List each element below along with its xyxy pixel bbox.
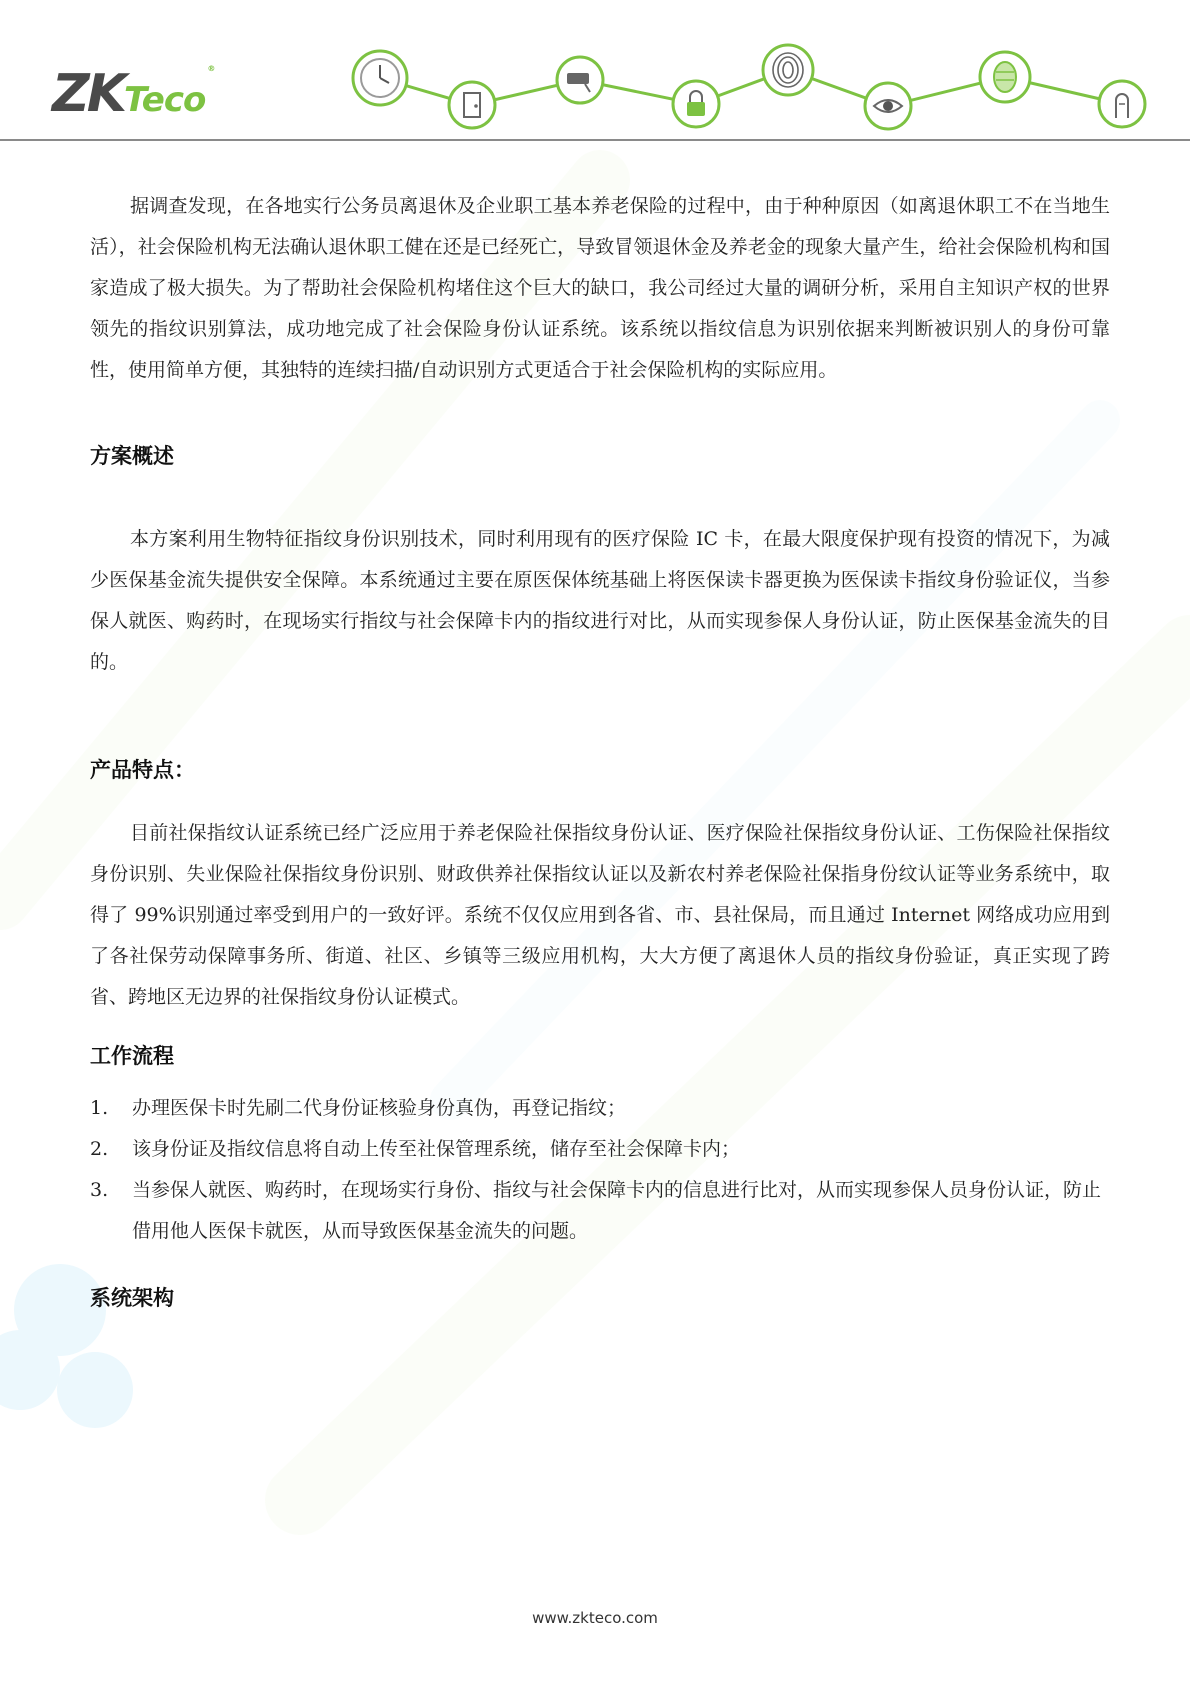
eye-icon <box>865 83 911 129</box>
fingerprint-icon <box>763 45 813 95</box>
header-divider <box>0 139 1190 141</box>
lock-icon <box>673 81 719 127</box>
overview-heading: 方案概述 <box>90 444 174 468</box>
step-number: 2. <box>90 1138 109 1160</box>
logo-zk-text: ZK <box>52 64 124 124</box>
architecture-heading: 系统架构 <box>90 1286 174 1310</box>
step-text: 该身份证及指纹信息将自动上传至社保管理系统，储存至社会保障卡内； <box>132 1138 741 1160</box>
footer-url: www.zkteco.com <box>532 1609 658 1627</box>
step-text: 办理医保卡时先刷二代身份证核验身份真伪，再登记指纹； <box>132 1097 627 1119</box>
step-number: 1. <box>90 1097 109 1119</box>
main-content <box>90 186 1110 1312</box>
list-item <box>90 1129 1110 1170</box>
features-heading: 产品特点： <box>90 758 195 782</box>
page-header <box>0 0 1190 142</box>
workflow-steps <box>90 1088 1110 1252</box>
finger-icon <box>1099 81 1145 127</box>
intro-paragraph: 据调查发现，在各地实行公务员离退休及企业职工基本养老保险的过程中，由于种种原因（如离退休职工不在当地生活），社会保险机构无法确认退休职工健在还是已经死亡，导致冒领退休金及养老金的现象大量产生，给社会保险机构和国家造成了极大损失。为了帮助社会保险机构堵住这个巨大的缺口，我公司经过大量的调研分析，采用自主知识产权的世界领先的指纹识别算法，成功地完成了社会保险身份认证系统。该系统以指纹信息为识别依据来判断被识别人的身份可靠性，使用简单方便，其独特的连续扫描/自动识别方式更适合于社会保险机构的实际应用。 <box>90 195 1110 381</box>
features-paragraph: 目前社保指纹认证系统已经广泛应用于养老保险社保指纹身份认证、医疗保险社保指纹身份认证、工伤保险社保指纹身份识别、失业保险社保指纹身份识别、财政供养社保指纹认证以及新农村养老保险社保指身份纹认证等业务系统中，取得了 99%识别通过率受到用户的一致好评。系统不仅仅应用到各省、市、县社保局，而且通过 Internet 网络成功应用到了各社保劳动保障事务所、街道、社区、乡镇等三级应用机构，大大方便了离退休人员的指纹身份验证，真正实现了跨省、跨地区无边界的社保指纹身份认证模式。 <box>90 822 1110 1008</box>
logo-eco-text: Teco <box>124 80 206 120</box>
list-item <box>90 1088 1110 1129</box>
step-text: 当参保人就医、购药时，在现场实行身份、指纹与社会保障卡内的信息进行比对，从而实现参保人员身份认证，防止借用他人医保卡就医，从而导致医保基金流失的问题。 <box>132 1179 1102 1242</box>
face-icon <box>980 52 1030 102</box>
logo-registered-mark: ® <box>207 64 216 73</box>
workflow-heading: 工作流程 <box>90 1044 174 1068</box>
header-icon-chain <box>0 0 1190 142</box>
door-icon <box>449 82 495 128</box>
clock-icon <box>353 51 407 105</box>
step-number: 3. <box>90 1179 109 1201</box>
camera-icon <box>557 57 603 103</box>
list-item <box>90 1170 1110 1252</box>
overview-paragraph: 本方案利用生物特征指纹身份识别技术，同时利用现有的医疗保险 IC 卡，在最大限度保护现有投资的情况下，为减少医保基金流失提供安全保障。本系统通过主要在原医保体统基础上将医保读卡器更换为医保读卡指纹身份验证仪，当参保人就医、购药时，在现场实行指纹与社会保障卡内的指纹进行对比，从而实现参保人身份认证，防止医保基金流失的目的。 <box>90 528 1110 673</box>
